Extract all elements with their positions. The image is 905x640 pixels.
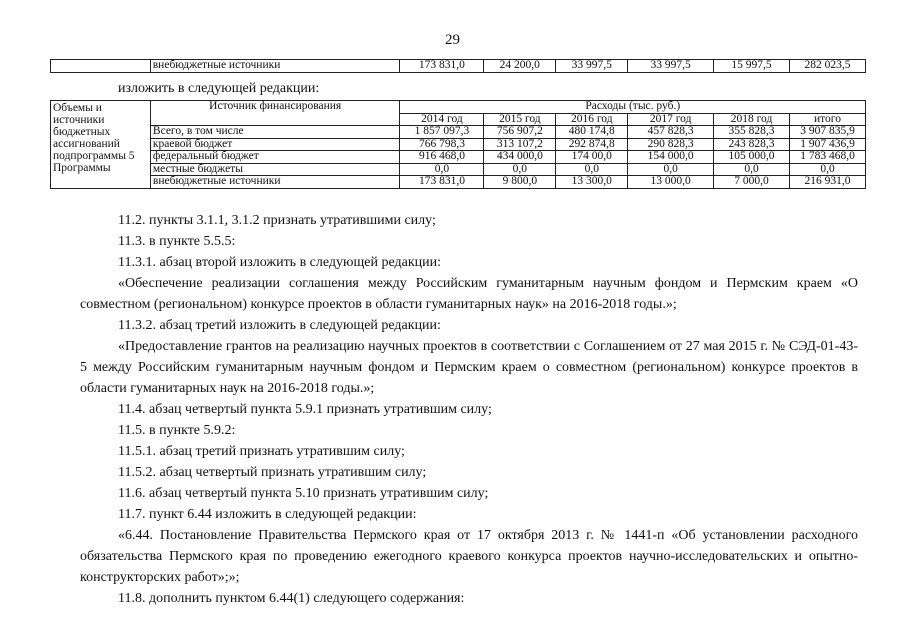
row-label: краевой бюджет bbox=[150, 138, 400, 151]
table-cell: 1 857 097,3 bbox=[400, 126, 484, 139]
paragraph: 11.6. абзац четвертый пункта 5.10 признать утратившим силу; bbox=[118, 486, 489, 501]
paragraph: 11.2. пункты 3.1.1, 3.1.2 признать утратившими силу; bbox=[118, 213, 436, 228]
table-cell: 756 907,2 bbox=[484, 126, 556, 139]
intro-text: изложить в следующей редакции: bbox=[118, 81, 320, 96]
paragraph: 11.3.1. абзац второй изложить в следующей редакции: bbox=[118, 255, 442, 270]
paragraph: 11.7. пункт 6.44 изложить в следующей редакции: bbox=[118, 507, 417, 522]
table-cell: 355 828,3 bbox=[714, 126, 790, 139]
table-cell: 33 997,5 bbox=[556, 60, 628, 73]
table-cell: 173 831,0 bbox=[400, 60, 484, 73]
table-cell: 15 997,5 bbox=[714, 60, 790, 73]
table-cell: 0,0 bbox=[714, 163, 790, 176]
paragraph: 11.3. в пункте 5.5.5: bbox=[118, 234, 236, 249]
table-row bbox=[51, 163, 866, 176]
table-cell: 292 874,8 bbox=[556, 138, 628, 151]
row-label: федеральный бюджет bbox=[150, 151, 400, 164]
table-cell: 216 931,0 bbox=[790, 176, 866, 189]
row-label: внебюджетные источники bbox=[150, 176, 400, 189]
table-row bbox=[51, 101, 866, 114]
paragraph: 11.3.2. абзац третий изложить в следующей редакции: bbox=[118, 318, 441, 333]
table-cell: 24 200,0 bbox=[484, 60, 556, 73]
table-cell: 1 783 468,0 bbox=[790, 151, 866, 164]
table-cell: 290 828,3 bbox=[628, 138, 714, 151]
table-cell: 105 000,0 bbox=[714, 151, 790, 164]
table-cell: 13 300,0 bbox=[556, 176, 628, 189]
table-cell: 434 000,0 bbox=[484, 151, 556, 164]
table-cell: 0,0 bbox=[556, 163, 628, 176]
row-label: местные бюджеты bbox=[150, 163, 400, 176]
paragraph: «6.44. Постановление Правительства Пермского края от 17 октября 2013 г. № 1441-п «Об установлении расходного обязательства Пермского края по проведению ежегодного краевого конкурса проектов научно-исследовательских и опытно-конструкторских работ»;»; bbox=[80, 528, 858, 585]
year-header: итого bbox=[790, 113, 866, 126]
table-cell: 0,0 bbox=[400, 163, 484, 176]
paragraph: 11.5.1. абзац третий признать утратившим силу; bbox=[118, 444, 405, 459]
table-row bbox=[51, 126, 866, 139]
paragraph: 11.8. дополнить пунктом 6.44(1) следующего содержания: bbox=[118, 591, 465, 606]
paragraph: 11.4. абзац четвертый пункта 5.9.1 признать утратившим силу; bbox=[118, 402, 492, 417]
table-cell: 766 798,3 bbox=[400, 138, 484, 151]
table-cell: 13 000,0 bbox=[628, 176, 714, 189]
paragraph: «Обеспечение реализации соглашения между Российским гуманитарным научным фондом и Пермским краем «О совместном (региональном) конкурсе проектов в области гуманитарных наук» на 2016-2018 годы.»; bbox=[80, 276, 858, 312]
table-cell: 480 174,8 bbox=[556, 126, 628, 139]
paragraph: 11.5. в пункте 5.9.2: bbox=[118, 423, 236, 438]
year-header: 2014 год bbox=[400, 113, 484, 126]
table-cell: 457 828,3 bbox=[628, 126, 714, 139]
year-header: 2017 год bbox=[628, 113, 714, 126]
table-row bbox=[51, 151, 866, 164]
funding-table bbox=[50, 100, 866, 189]
table-cell: 916 468,0 bbox=[400, 151, 484, 164]
table-cell: 7 000,0 bbox=[714, 176, 790, 189]
table-cell: 313 107,2 bbox=[484, 138, 556, 151]
paragraph: «Предоставление грантов на реализацию научных проектов в соответствии с Соглашением от 27 мая 2015 г. № СЭД-01-43-5 между Российским гуманитарным научным фондом и Пермским краем о совместном (региональном) конкурсе проектов в области гуманитарных наук на 2016-2018 годы.»; bbox=[80, 339, 858, 396]
objects-label: Объемы и источники бюджетных ассигнований подпрограммы 5 Программы bbox=[51, 101, 151, 189]
top-table bbox=[50, 59, 866, 73]
year-header: 2015 год bbox=[484, 113, 556, 126]
expenses-header: Расходы (тыс. руб.) bbox=[400, 101, 866, 114]
table-cell: 3 907 835,9 bbox=[790, 126, 866, 139]
table-cell: 0,0 bbox=[628, 163, 714, 176]
source-header: Источник финансирования bbox=[150, 101, 400, 126]
table-cell: 0,0 bbox=[484, 163, 556, 176]
body-text bbox=[80, 210, 858, 609]
table-cell: 154 000,0 bbox=[628, 151, 714, 164]
table-cell: 243 828,3 bbox=[714, 138, 790, 151]
table-cell: 9 800,0 bbox=[484, 176, 556, 189]
row-label: Всего, в том числе bbox=[150, 126, 400, 139]
table-row bbox=[51, 60, 866, 73]
table-cell: 0,0 bbox=[790, 163, 866, 176]
table-cell: 174 00,0 bbox=[556, 151, 628, 164]
table-cell: 282 023,5 bbox=[790, 60, 866, 73]
paragraph: 11.5.2. абзац четвертый признать утратившим силу; bbox=[118, 465, 427, 480]
table-row bbox=[51, 176, 866, 189]
table-cell: 33 997,5 bbox=[628, 60, 714, 73]
year-header: 2018 год bbox=[714, 113, 790, 126]
table-cell: 1 907 436,9 bbox=[790, 138, 866, 151]
table-cell: внебюджетные источники bbox=[150, 60, 400, 73]
table-cell: 173 831,0 bbox=[400, 176, 484, 189]
table-row bbox=[51, 138, 866, 151]
year-header: 2016 год bbox=[556, 113, 628, 126]
table-cell bbox=[51, 60, 151, 73]
page-number: 29 bbox=[445, 32, 460, 48]
